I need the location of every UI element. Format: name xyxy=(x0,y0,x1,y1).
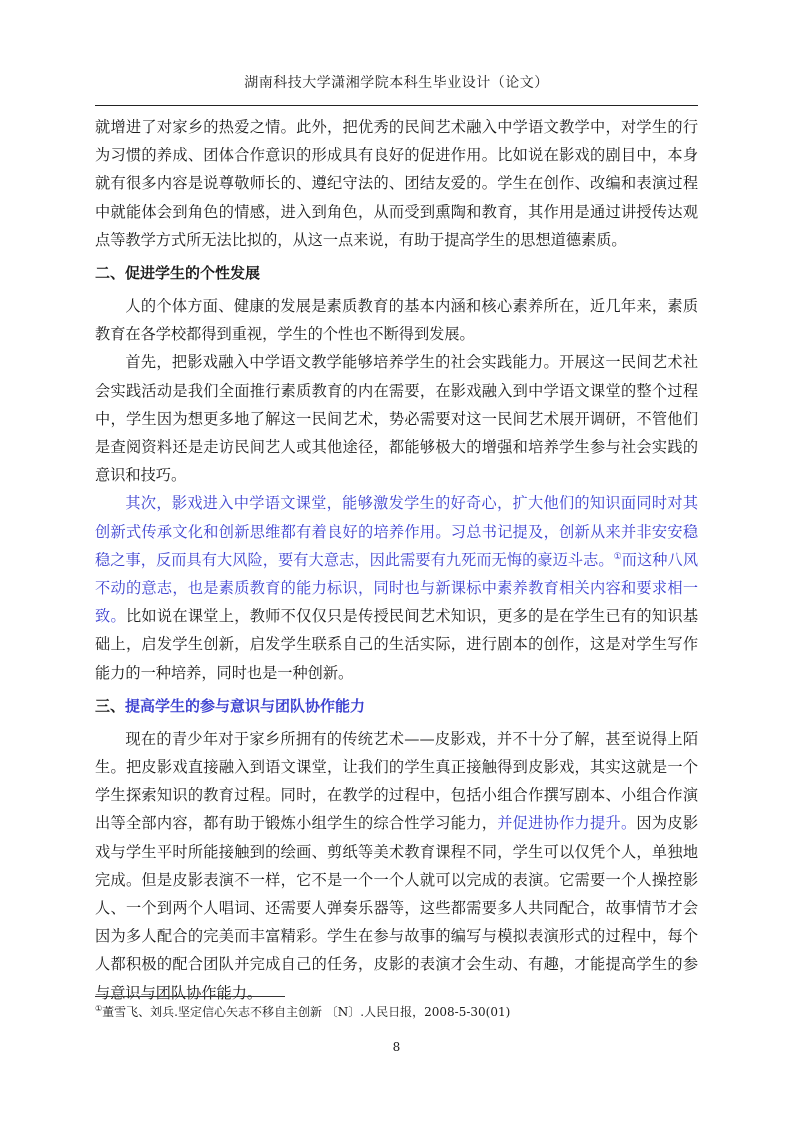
section-heading-2: 二、促进学生的个性发展 xyxy=(95,264,261,283)
paragraph-personality-1: 人的个体方面、健康的发展是素质教育的基本内涵和核心素养所在，近几年来，素质教育在各学校都得到重视，学生的个性也不断得到发展。 xyxy=(95,297,698,344)
footnote xyxy=(95,1003,698,1021)
heading-number: 三、 xyxy=(95,696,126,715)
paragraph-personality-2: 首先，把影戏融入中学语文教学能够培养学生的社会实践能力。开展这一民间艺术社会实践活动是我们全面推行素质教育的内在需要，在影戏融入到中学语文课堂的整个过程中，学生因为想更多地了解这一民间艺术，势必需要对这一民间艺术展开调研，不管他们是查阅资料还是走访民间艺人或其他途径，都能够极大的增强和培养学生参与社会实践的意识和技巧。 xyxy=(95,353,698,485)
highlighted-text: 其次，影戏进入中学语文课堂，能够激发学生的好奇心，扩大他们的知识面同时对其创新式传承文化和创新思维都有着良好的培养作用。习总书记提及，创新从来并非安安稳稳之事，反而具有大风险，要有大意志，因此需要有九死而无悔的豪迈斗志。 xyxy=(95,494,698,569)
document-body xyxy=(95,113,698,1007)
heading-text: 提高学生的参与意识与团队协作能力 xyxy=(125,696,366,715)
footnote-text: 董雪飞、刘兵.坚定信心矢志不移自主创新 〔N〕.人民日报，2008-5-30(01) xyxy=(102,1005,511,1019)
highlighted-text: 并促进协作力提升。 xyxy=(497,814,637,833)
paragraph-text: 比如说在课堂上，教师不仅仅只是传授民间艺术知识，更多的是在学生已有的知识基础上，启发学生创新，启发学生联系自己的生活实际，进行剧本的创作，这是对学生写作能力的一种培养，同时也是一种创新。 xyxy=(95,607,698,682)
paragraph-teamwork xyxy=(95,725,698,1007)
paragraph-text: 现在的青少年对于家乡所拥有的传统艺术——皮影戏，并不十分了解，甚至说得上陌生。把皮影戏直接融入到语文课堂，让我们的学生真正接触得到皮影戏，其实这就是一个学生探索知识的教育过程。同时，在教学的过程中，包括小组合作撰写剧本、小组合作演出等全部内容，都有助于锻炼小组学生的综合性学习能力， xyxy=(95,729,698,833)
section-heading-3 xyxy=(95,692,698,720)
paragraph-intro: 就增进了对家乡的热爱之情。此外，把优秀的民间艺术融入中学语文教学中，对学生的行为习惯的养成、团体合作意识的形成具有良好的促进作用。比如说在影戏的剧目中，本身就有很多内容是说尊敬师长的、遵纪守法的、团结友爱的。学生在创作、改编和表演过程中就能体会到角色的情感，进入到角色，从而受到熏陶和教育，其作用是通过讲授传达观点等教学方式所无法比拟的，从这一点来说，有助于提高学生的思想道德素质。 xyxy=(95,118,698,249)
paragraph-personality-3 xyxy=(95,489,698,686)
page-number: 8 xyxy=(392,1040,401,1054)
footnote-mark: ① xyxy=(95,1004,103,1013)
highlighted-text: 而这种八风不动的意志，也是素质教育的能力标识，同时也与新课标中素养教育相关内容和要求相一致。 xyxy=(95,550,699,626)
page-header: 湖南科技大学潇湘学院本科生毕业设计（论文） xyxy=(244,75,549,91)
header-rule xyxy=(95,105,698,106)
footnote-rule xyxy=(95,996,285,997)
paragraph-text: 因为皮影戏与学生平时所能接触到的绘画、剪纸等美术教育课程不同，学生可以仅凭个人，单独地完成。但是皮影表演不一样，它不是一个一个人就可以完成的表演。它需要一个人操控影人、一个到两个人唱词、还需要人弹奏乐器等，这些都需要多人共同配合，故事情节才会因为多人配合的完美而丰富精彩。学生在参与故事的编写与模拟表演形式的过程中，每个人都积极的配合团队并完成自己的任务，皮影的表演才会生动、有趣，才能提高学生的参与意识与团队协作能力。 xyxy=(95,814,698,1002)
footnote-ref[interactable]: ① xyxy=(613,551,622,562)
